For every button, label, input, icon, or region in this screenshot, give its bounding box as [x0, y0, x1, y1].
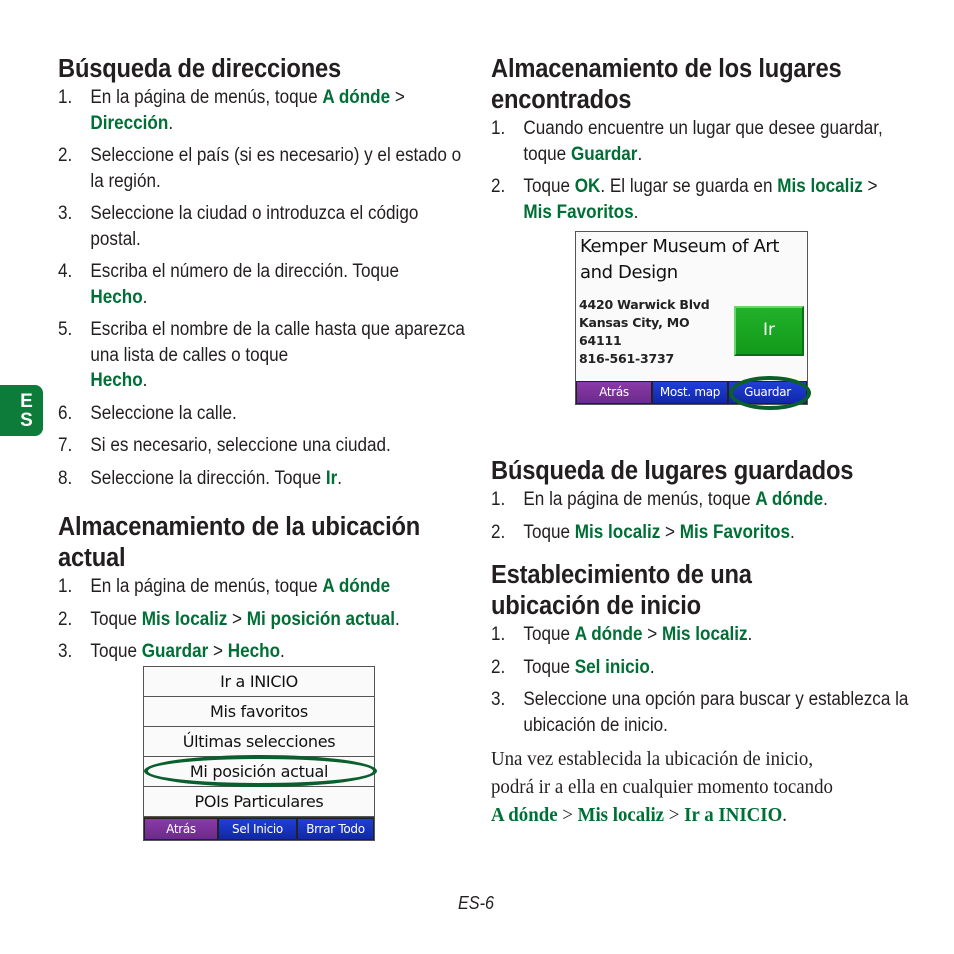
- menu-item-ultimas-selecciones[interactable]: Últimas selecciones: [144, 727, 374, 757]
- language-tab-es: [0, 385, 43, 436]
- step-item: 2. Toque Mis localiz > Mi posición actual.: [58, 608, 400, 630]
- right-column: [491, 54, 911, 829]
- language-letter-e: E: [20, 390, 33, 412]
- language-letter-s: S: [20, 409, 33, 431]
- step-item: 1. Cuando encuentre un lugar que desee guardar, toque Guardar.: [491, 118, 883, 165]
- guardar-button[interactable]: Guardar: [728, 381, 807, 404]
- atras-button[interactable]: Atrás: [576, 381, 652, 404]
- step-item: 7. Si es necesario, seleccione una ciudad.: [58, 435, 391, 456]
- highlight-oval-guardar: [729, 376, 811, 410]
- menu-item-mi-posicion-actual[interactable]: Mi posición actual: [144, 757, 374, 787]
- menu-item-mis-favoritos[interactable]: Mis favoritos: [144, 697, 374, 727]
- step-item: 1. En la página de menús, toque A dónde: [58, 576, 391, 597]
- borrar-todo-button[interactable]: Brrar Todo: [297, 818, 374, 840]
- device-screen-mis-localiz: [143, 666, 375, 841]
- atras-button[interactable]: Atrás: [144, 818, 218, 840]
- step-item: 3. Toque Guardar > Hecho.: [58, 641, 285, 662]
- heading-busqueda-direcciones: Búsqueda de direcciones: [58, 55, 342, 83]
- heading-busqueda-guardados: Búsqueda de lugares guardados: [491, 457, 854, 485]
- steps-almacenamiento-ubicacion: [58, 574, 468, 665]
- ir-button[interactable]: Ir: [734, 306, 804, 356]
- step-item: 2. Toque Sel inicio.: [491, 656, 655, 678]
- steps-establecimiento-inicio: [491, 622, 911, 738]
- paragraph-inicio: Una vez establecida la ubicación de inicio, podrá ir a ella en cualquier momento tocando A dónde > Mis localiz > Ir a INICIO.: [491, 748, 833, 826]
- place-title: Kemper Museum of Art and Design: [580, 236, 780, 283]
- steps-busqueda-direcciones: [58, 85, 468, 491]
- heading-almacenamiento-ubicacion: Almacenamiento de la ubicación actual: [58, 513, 421, 572]
- step-item: 1. Toque A dónde > Mis localiz.: [491, 624, 753, 645]
- menu-item-pois-particulares[interactable]: POIs Particulares: [144, 787, 374, 817]
- step-item: 2. Seleccione el país (si es necesario) y el estado o la región.: [58, 145, 462, 192]
- place-address: 4420 Warwick Blvd Kansas City, MO 64111 816-561-3737: [579, 297, 710, 366]
- steps-almacenamiento-lugares: [491, 116, 911, 225]
- page-number: ES-6: [458, 893, 495, 913]
- steps-busqueda-guardados: [491, 487, 911, 545]
- sel-inicio-button[interactable]: Sel Inicio: [218, 818, 297, 840]
- step-item: 4. Escriba el número de la dirección. Toque Hecho.: [58, 261, 400, 308]
- heading-almacenamiento-lugares: Almacenamiento de los lugares encontrados: [491, 55, 842, 114]
- step-item: 3. Seleccione la ciudad o introduzca el código postal.: [58, 203, 419, 250]
- left-column: [58, 54, 468, 672]
- menu-item-ir-a-inicio[interactable]: Ir a INICIO: [144, 667, 374, 697]
- step-item: 5. Escriba el nombre de la calle hasta que aparezca una lista de calles o toque Hecho.: [58, 319, 465, 391]
- step-item: 6. Seleccione la calle.: [58, 402, 237, 424]
- step-item: 1. En la página de menús, toque A dónde > Dirección.: [58, 87, 405, 134]
- step-item: 1. En la página de menús, toque A dónde.: [491, 489, 828, 510]
- step-item: 3. Seleccione una opción para buscar y establezca la ubicación de inicio.: [491, 689, 909, 736]
- highlight-oval-mi-posicion: [144, 755, 377, 787]
- step-item: 8. Seleccione la dirección. Toque Ir.: [58, 467, 343, 489]
- most-map-button[interactable]: Most. map: [652, 381, 728, 404]
- step-item: 2. Toque Mis localiz > Mis Favoritos.: [491, 521, 795, 543]
- step-item: 2. Toque OK. El lugar se guarda en Mis localiz > Mis Favoritos.: [491, 176, 878, 223]
- button-bar: [144, 817, 374, 840]
- heading-establecimiento-inicio: Establecimiento de una ubicación de inicio: [491, 561, 752, 620]
